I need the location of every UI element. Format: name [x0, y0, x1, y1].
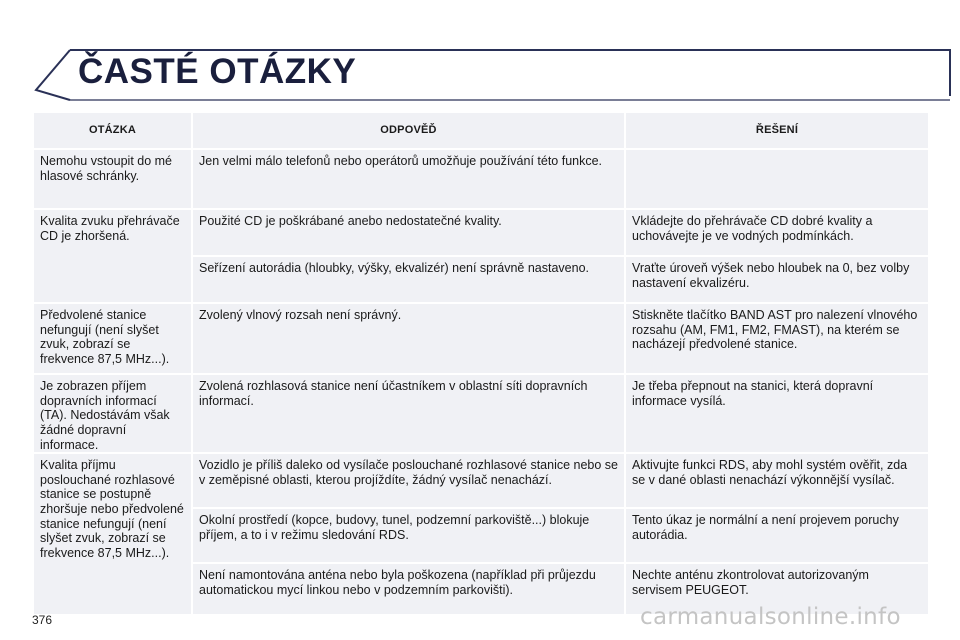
- column-header-question: OTÁZKA: [33, 112, 192, 149]
- solution-cell: Nechte anténu zkontrolovat autorizovaným servisem PEUGEOT.: [625, 563, 929, 615]
- solution-cell: Vraťte úroveň výšek nebo hloubek na 0, bez volby nastavení ekvalizéru.: [625, 256, 929, 303]
- answer-cell: Není namontována anténa nebo byla poškozena (například při průjezdu automatickou mycí linkou nebo v podzemním parkovišti).: [192, 563, 625, 615]
- table-row: [33, 303, 929, 374]
- solution-cell: Tento úkaz je normální a není projevem poruchy autorádia.: [625, 508, 929, 563]
- column-header-solution: ŘEŠENÍ: [625, 112, 929, 149]
- table-row: [33, 149, 929, 209]
- solution-cell: Je třeba přepnout na stanici, která dopravní informace vysílá.: [625, 374, 929, 453]
- question-cell: Je zobrazen příjem dopravních informací (TA). Nedostávám však žádné dopravní informace.: [33, 374, 192, 453]
- solution-cell: Stiskněte tlačítko BAND AST pro nalezení vlnového rozsahu (AM, FM1, FM2, FMAST), na kterém se nacházejí předvolené stanice.: [625, 303, 929, 374]
- answer-cell: Seřízení autorádia (hloubky, výšky, ekvalizér) není správně nastaveno.: [192, 256, 625, 303]
- watermark: carmanualsonline.info: [640, 604, 901, 630]
- answer-cell: Okolní prostředí (kopce, budovy, tunel, podzemní parkoviště...) blokuje příjem, a to i v režimu sledování RDS.: [192, 508, 625, 563]
- answer-cell: Použité CD je poškrábané anebo nedostatečné kvality.: [192, 209, 625, 256]
- question-cell: Nemohu vstoupit do mé hlasové schránky.: [33, 149, 192, 209]
- table-header-row: [33, 112, 929, 149]
- solution-cell: Aktivujte funkci RDS, aby mohl systém ověřit, zda se v dané oblasti nenachází výkonnější vysílač.: [625, 453, 929, 508]
- table-row: [33, 209, 929, 256]
- page-number: 376: [32, 613, 53, 627]
- page-header: [0, 0, 960, 104]
- table-row: [33, 374, 929, 453]
- answer-cell: Vozidlo je příliš daleko od vysílače poslouchané rozhlasové stanice nebo se v zeměpisné oblasti, kterou projíždíte, žádný vysílač nenachází.: [192, 453, 625, 508]
- question-cell: Kvalita zvuku přehrávače CD je zhoršená.: [33, 209, 192, 303]
- column-header-answer: ODPOVĚĎ: [192, 112, 625, 149]
- faq-table: [32, 111, 930, 616]
- table-row: [33, 453, 929, 508]
- answer-cell: Zvolená rozhlasová stanice není účastníkem v oblastní síti dopravních informací.: [192, 374, 625, 453]
- answer-cell: Zvolený vlnový rozsah není správný.: [192, 303, 625, 374]
- solution-cell: Vkládejte do přehrávače CD dobré kvality a uchovávejte je ve vodných podmínkách.: [625, 209, 929, 256]
- question-cell: Kvalita příjmu poslouchané rozhlasové stanice se postupně zhoršuje nebo předvolené stanice nefungují (není slyšet zvuk, zobrazí se frekvence 87,5 MHz...).: [33, 453, 192, 615]
- page-title: ČASTÉ OTÁZKY: [78, 52, 357, 91]
- solution-cell: [625, 149, 929, 209]
- question-cell: Předvolené stanice nefungují (není slyšet zvuk, zobrazí se frekvence 87,5 MHz...).: [33, 303, 192, 374]
- answer-cell: Jen velmi málo telefonů nebo operátorů umožňuje používání této funkce.: [192, 149, 625, 209]
